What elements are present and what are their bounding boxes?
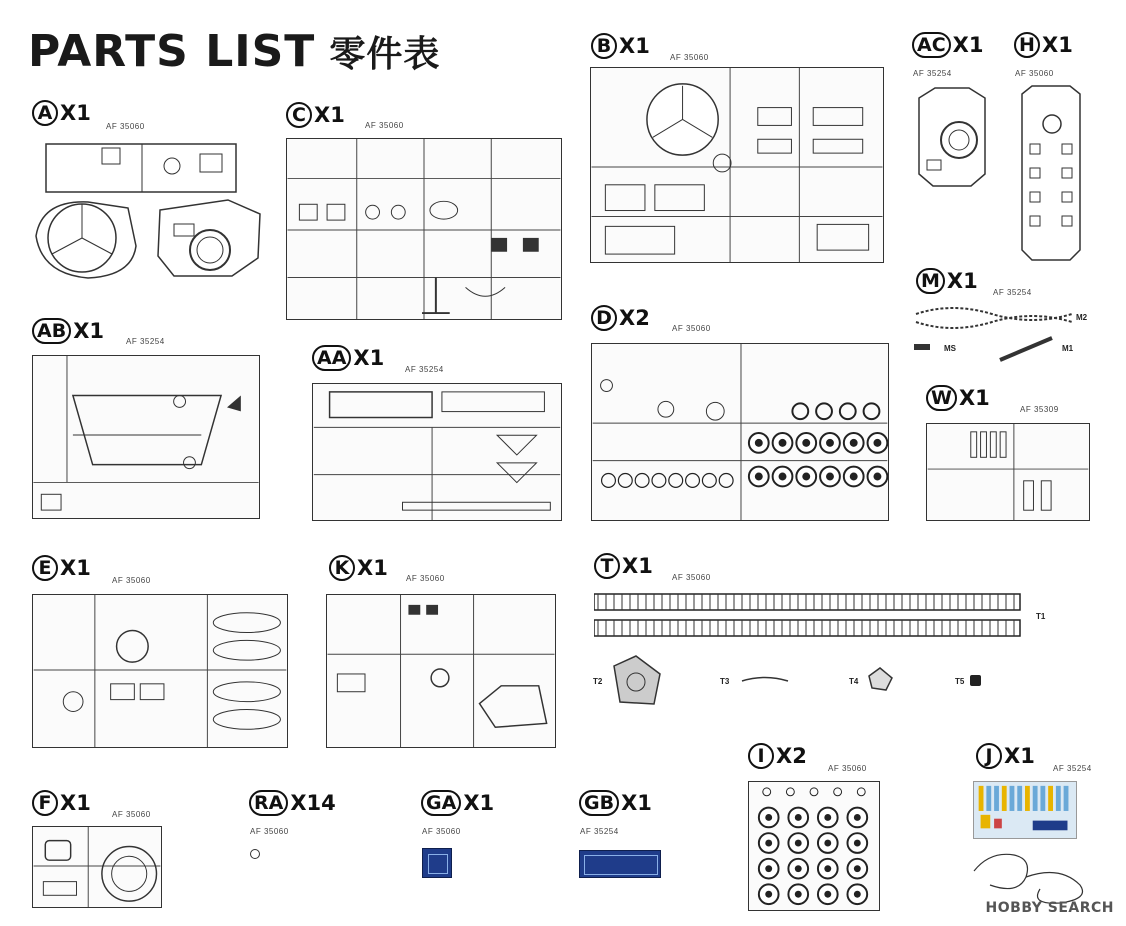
part-gb-clear bbox=[579, 850, 661, 878]
sprocket bbox=[840, 403, 856, 419]
small-wheel bbox=[618, 474, 632, 488]
road-wheel bbox=[773, 467, 793, 487]
decal-stripe bbox=[1002, 786, 1007, 811]
wheel bbox=[788, 859, 808, 879]
road-wheel bbox=[773, 433, 793, 453]
wheel bbox=[788, 808, 808, 828]
sprue-label-c: C X1 bbox=[286, 102, 345, 128]
part-t2-drawing bbox=[608, 652, 664, 708]
wheel bbox=[759, 884, 779, 904]
sprue-code-i: AF 35060 bbox=[828, 764, 867, 773]
sprue-code-f: AF 35060 bbox=[112, 810, 151, 819]
sprue-code-b: AF 35060 bbox=[670, 53, 709, 62]
sprue-code-h: AF 35060 bbox=[1015, 69, 1054, 78]
part-tag-t2: T2 bbox=[593, 677, 603, 686]
sprue-code-d: AF 35060 bbox=[672, 324, 711, 333]
sprue-aa-drawing bbox=[312, 383, 562, 521]
wheel bbox=[818, 884, 838, 904]
small-wheel bbox=[763, 788, 771, 796]
watermark-logo: HOBBY SEARCH bbox=[985, 900, 1114, 916]
sprue-h-drawing bbox=[1016, 84, 1086, 264]
road-wheel bbox=[844, 467, 864, 487]
road-wheel bbox=[796, 433, 816, 453]
wheel bbox=[788, 833, 808, 853]
part-t3-drawing bbox=[740, 672, 790, 686]
sprue-code-ac: AF 35254 bbox=[913, 69, 952, 78]
decal-stripe bbox=[1056, 786, 1061, 811]
road-wheel bbox=[749, 433, 769, 453]
sprue-d-drawing bbox=[591, 343, 889, 521]
sprue-code-aa: AF 35254 bbox=[405, 365, 444, 374]
sprue-c-drawing bbox=[286, 138, 562, 320]
sprue-e-drawing bbox=[32, 594, 288, 748]
sprue-label-f: F X1 bbox=[32, 790, 91, 816]
sprue-label-j: J X1 bbox=[976, 743, 1035, 769]
sprue-w-drawing bbox=[926, 423, 1090, 521]
page-title: PARTS LIST 零件表 bbox=[28, 26, 441, 77]
sprue-k-drawing bbox=[326, 594, 556, 748]
sprue-i-drawing bbox=[748, 781, 880, 911]
sprue-label-aa: AA X1 bbox=[312, 345, 384, 371]
small-wheel bbox=[652, 474, 666, 488]
sprocket bbox=[864, 403, 880, 419]
road-wheel bbox=[796, 467, 816, 487]
road-wheel bbox=[868, 467, 888, 487]
sprue-label-d: D X2 bbox=[591, 305, 650, 331]
sprue-label-k: K X1 bbox=[329, 555, 388, 581]
wheel bbox=[788, 884, 808, 904]
sprue-label-a: A X1 bbox=[32, 100, 91, 126]
road-wheel bbox=[820, 467, 840, 487]
part-tag-t3: T3 bbox=[720, 677, 730, 686]
decal-stripe bbox=[1017, 786, 1022, 811]
sprue-label-w: W X1 bbox=[926, 385, 990, 411]
sprue-code-ra: AF 35060 bbox=[250, 827, 289, 836]
road-wheel bbox=[844, 433, 864, 453]
wheel bbox=[847, 884, 867, 904]
sprue-ab-drawing bbox=[32, 355, 260, 519]
sprue-code-t: AF 35060 bbox=[672, 573, 711, 582]
part-tag-m1: M1 bbox=[1062, 344, 1074, 353]
wheel bbox=[818, 833, 838, 853]
sprue-code-e: AF 35060 bbox=[112, 576, 151, 585]
part-t5-drawing bbox=[970, 675, 981, 686]
part-tag-t4: T4 bbox=[849, 677, 859, 686]
sprue-code-a: AF 35060 bbox=[106, 122, 145, 131]
part-tag-t5: T5 bbox=[955, 677, 965, 686]
sprue-label-ga: GA X1 bbox=[421, 790, 494, 816]
sprue-label-b: B X1 bbox=[591, 33, 650, 59]
part-ga-clear bbox=[422, 848, 452, 878]
small-wheel bbox=[834, 788, 842, 796]
wheel bbox=[759, 859, 779, 879]
decal-stripe bbox=[1010, 786, 1015, 811]
sprue-label-m: M X1 bbox=[916, 268, 978, 294]
small-wheel bbox=[810, 788, 818, 796]
part-ra-drawing bbox=[250, 849, 260, 859]
part-tag-t1: T1 bbox=[1036, 612, 1046, 621]
sprue-f-drawing bbox=[32, 826, 162, 908]
sprue-code-c: AF 35060 bbox=[365, 121, 404, 130]
sprocket bbox=[816, 403, 832, 419]
wheel bbox=[847, 859, 867, 879]
sprue-code-ga: AF 35060 bbox=[422, 827, 461, 836]
small-wheel bbox=[635, 474, 649, 488]
part-t4-drawing bbox=[866, 666, 894, 692]
sprue-label-i: I X2 bbox=[748, 743, 807, 769]
decal-stripe bbox=[986, 786, 991, 811]
small-wheel bbox=[602, 474, 616, 488]
sprue-label-ac: AC X1 bbox=[912, 32, 983, 58]
sprue-code-ab: AF 35254 bbox=[126, 337, 165, 346]
sprue-label-t: T X1 bbox=[594, 553, 653, 579]
decal-stripe bbox=[1033, 786, 1038, 811]
sprue-ac-drawing bbox=[913, 84, 991, 190]
part-tag-ms: MS bbox=[944, 344, 956, 353]
sprue-code-k: AF 35060 bbox=[406, 574, 445, 583]
decal-stripe bbox=[1048, 786, 1053, 811]
decal-stripe bbox=[1064, 786, 1069, 811]
wheel bbox=[847, 833, 867, 853]
sprue-label-h: H X1 bbox=[1014, 32, 1073, 58]
sprue-j-decal-sheet bbox=[973, 781, 1077, 839]
sprue-label-ra: RA X14 bbox=[249, 790, 336, 816]
small-wheel bbox=[669, 474, 683, 488]
sprocket bbox=[792, 403, 808, 419]
sprue-code-m: AF 35254 bbox=[993, 288, 1032, 297]
decal-stripe bbox=[1025, 786, 1030, 811]
road-wheel bbox=[820, 433, 840, 453]
decal-stripe bbox=[994, 786, 999, 811]
part-tag-m2: M2 bbox=[1076, 313, 1088, 322]
sprue-code-j: AF 35254 bbox=[1053, 764, 1092, 773]
small-wheel bbox=[719, 474, 733, 488]
sprue-code-gb: AF 35254 bbox=[580, 827, 619, 836]
wheel bbox=[759, 833, 779, 853]
road-wheel bbox=[749, 467, 769, 487]
sprue-b-drawing bbox=[590, 67, 884, 263]
wheel bbox=[818, 859, 838, 879]
small-wheel bbox=[786, 788, 794, 796]
sprue-label-ab: AB X1 bbox=[32, 318, 104, 344]
road-wheel bbox=[868, 433, 888, 453]
sprue-a-drawing bbox=[32, 138, 264, 288]
small-wheel bbox=[857, 788, 865, 796]
sprue-t-tracks bbox=[594, 590, 1024, 642]
small-wheel bbox=[702, 474, 716, 488]
sprue-m-drawing bbox=[912, 300, 1092, 366]
wheel bbox=[818, 808, 838, 828]
decal-stripe bbox=[1040, 786, 1045, 811]
sprue-label-e: E X1 bbox=[32, 555, 91, 581]
wheel bbox=[847, 808, 867, 828]
decal-stripe bbox=[979, 786, 984, 811]
wheel bbox=[759, 808, 779, 828]
sprue-label-gb: GB X1 bbox=[579, 790, 652, 816]
small-wheel bbox=[686, 474, 700, 488]
sprue-code-w: AF 35309 bbox=[1020, 405, 1059, 414]
